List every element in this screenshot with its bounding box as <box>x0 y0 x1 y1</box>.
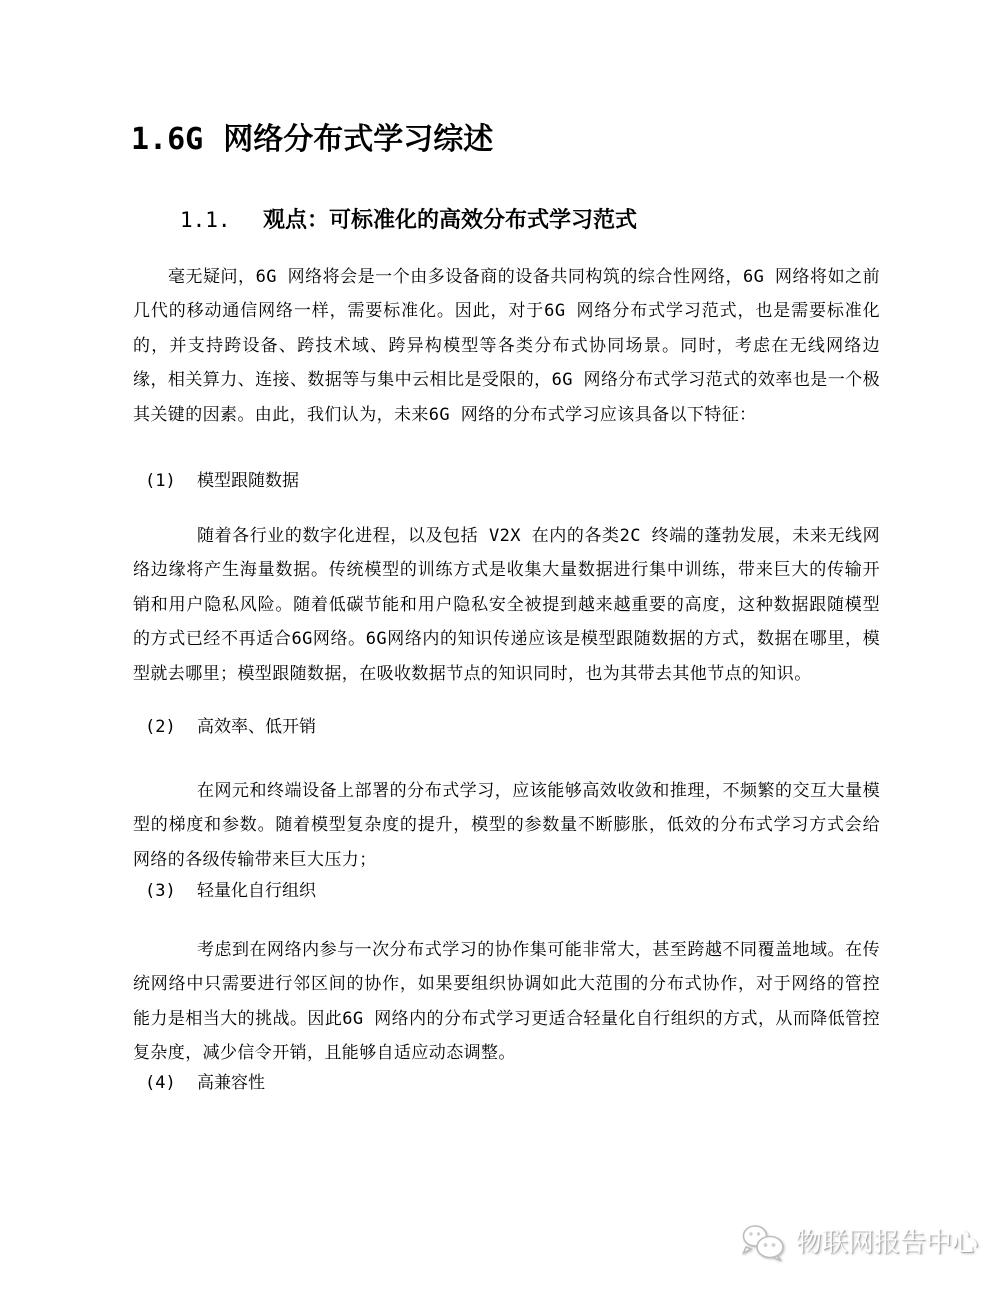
intro-paragraph: 毫无疑问，6G 网络将会是一个由多设备商的设备共同构筑的综合性网络，6G 网络将如之前几代的移动通信网络一样，需要标准化。因此，对于6G 网络分布式学习范式，也是需要标准化的，并支持跨设备、跨技术域、跨异构模型等各类分布式协同场景。同时，考虑在无线网络边缘，相关算力、连接、数据等与集中云相比是受限的，6G 网络分布式学习范式的效率也是一个极其关键的因素。由此，我们认为，未来6G 网络的分布式学习应该具备以下特征： <box>133 267 880 425</box>
title-number: 1.6G <box>131 122 204 157</box>
item-3-marker: (3) <box>145 881 176 901</box>
item-3-label: 轻量化自行组织 <box>197 881 316 901</box>
item-1-marker: (1) <box>145 471 176 491</box>
list-item-2 <box>145 710 316 744</box>
item-2-body: 在网元和终端设备上部署的分布式学习，应该能够高效收敛和推理，不频繁的交互大量模型的梯度和参数。随着模型复杂度的提升，模型的参数量不断膨胀，低效的分布式学习方式会给网络的各级传输带来巨大压力； <box>133 781 880 870</box>
title-text: 网络分布式学习综述 <box>223 122 494 157</box>
list-item-1 <box>145 464 299 498</box>
item-2-label: 高效率、低开销 <box>197 717 316 737</box>
list-item-3 <box>145 874 316 908</box>
section-number: 1.1. <box>180 208 231 232</box>
watermark-text: 物联网报告中心 <box>796 1228 979 1258</box>
section-title: 观点：可标准化的高效分布式学习范式 <box>263 208 638 233</box>
item-4-label: 高兼容性 <box>197 1073 265 1093</box>
section-heading <box>180 205 637 236</box>
watermark <box>740 1222 978 1264</box>
wechat-icon <box>740 1222 788 1264</box>
list-item-4 <box>145 1066 265 1100</box>
item-1-body: 随着各行业的数字化进程，以及包括 V2X 在内的各类2C 终端的蓬勃发展，未来无线网络边缘将产生海量数据。传统模型的训练方式是收集大量数据进行集中训练，带来巨大的传输开销和用户隐私风险。随着低碳节能和用户隐私安全被提到越来越重要的高度，这种数据跟随模型的方式已经不再适合6G网络。6G网络内的知识传递应该是模型跟随数据的方式，数据在哪里，模型就去哪里；模型跟随数据，在吸收数据节点的知识同时，也为其带去其他节点的知识。 <box>133 526 880 684</box>
document-title <box>131 121 493 159</box>
item-2-marker: (2) <box>145 717 176 737</box>
item-3-body: 考虑到在网络内参与一次分布式学习的协作集可能非常大，甚至跨越不同覆盖地域。在传统网络中只需要进行邻区间的协作，如果要组织协调如此大范围的分布式协作，对于网络的管控能力是相当大的挑战。因此6G 网络内的分布式学习更适合轻量化自行组织的方式，从而降低管控复杂度，减少信令开销，且能够自适应动态调整。 <box>133 940 880 1064</box>
item-1-label: 模型跟随数据 <box>197 471 299 491</box>
item-4-marker: (4) <box>145 1073 176 1093</box>
